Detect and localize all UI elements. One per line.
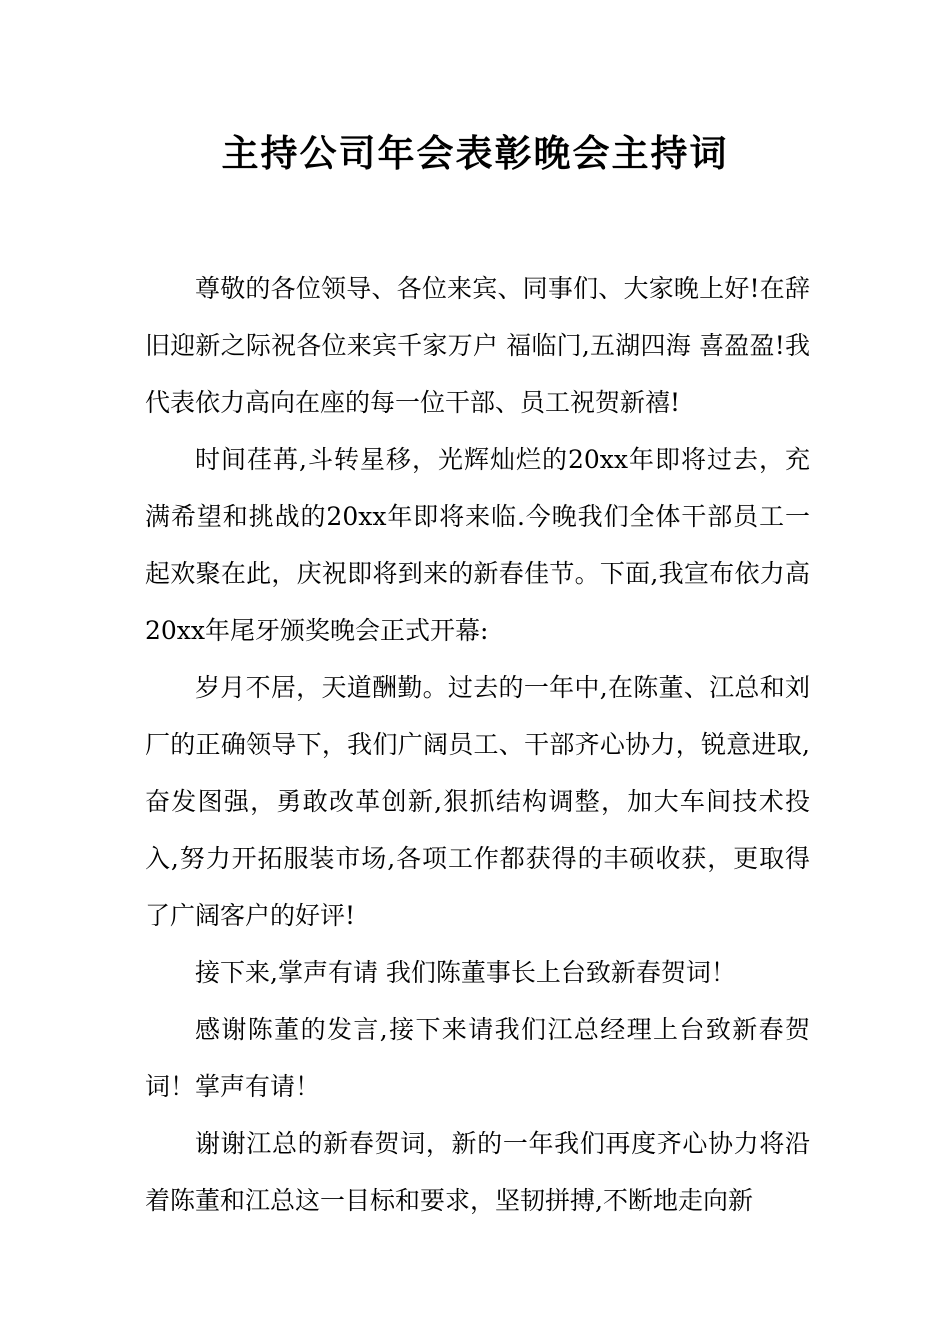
document-title: 主持公司年会表彰晚会主持词 <box>221 132 729 175</box>
paragraph-gm-invite: 感谢陈董的发言,接下来请我们江总经理上台致新春贺词！掌声有请！ <box>145 1015 810 1101</box>
paragraph-review: 岁月不居，天道酬勤。过去的一年中,在陈董、江总和刘厂的正确领导下，我们广阔员工、干部齐心协力，锐意进取,奋发图强，勇敢改革创新,狠抓结构调整，加大车间技术投入,努力开拓服装市场,各项工作都获得的丰硕收获，更取得了广阔客户的好评! <box>145 673 810 930</box>
paragraph-greeting: 尊敬的各位领导、各位来宾、同事们、大家晚上好!在辞旧迎新之际祝各位来宾千家万户 福临门,五湖四海 喜盈盈!我代表依力高向在座的每一位干部、员工祝贺新禧! <box>145 274 810 417</box>
paragraph-opening: 时间荏苒,斗转星移，光辉灿烂的20xx年即将过去，充满希望和挑战的20xx年即将来临.今晚我们全体干部员工一起欢聚在此，庆祝即将到来的新春佳节。下面,我宣布依力高20xx年尾牙颁奖晚会正式开幕: <box>145 445 810 645</box>
paragraph-thanks: 谢谢江总的新春贺词，新的一年我们再度齐心协力将沿着陈董和江总这一目标和要求，坚韧拼搏,不断地走向新 <box>145 1129 810 1215</box>
document-body <box>145 260 810 1229</box>
paragraph-chairman-invite: 接下来,掌声有请 我们陈董事长上台致新春贺词！ <box>195 958 736 987</box>
